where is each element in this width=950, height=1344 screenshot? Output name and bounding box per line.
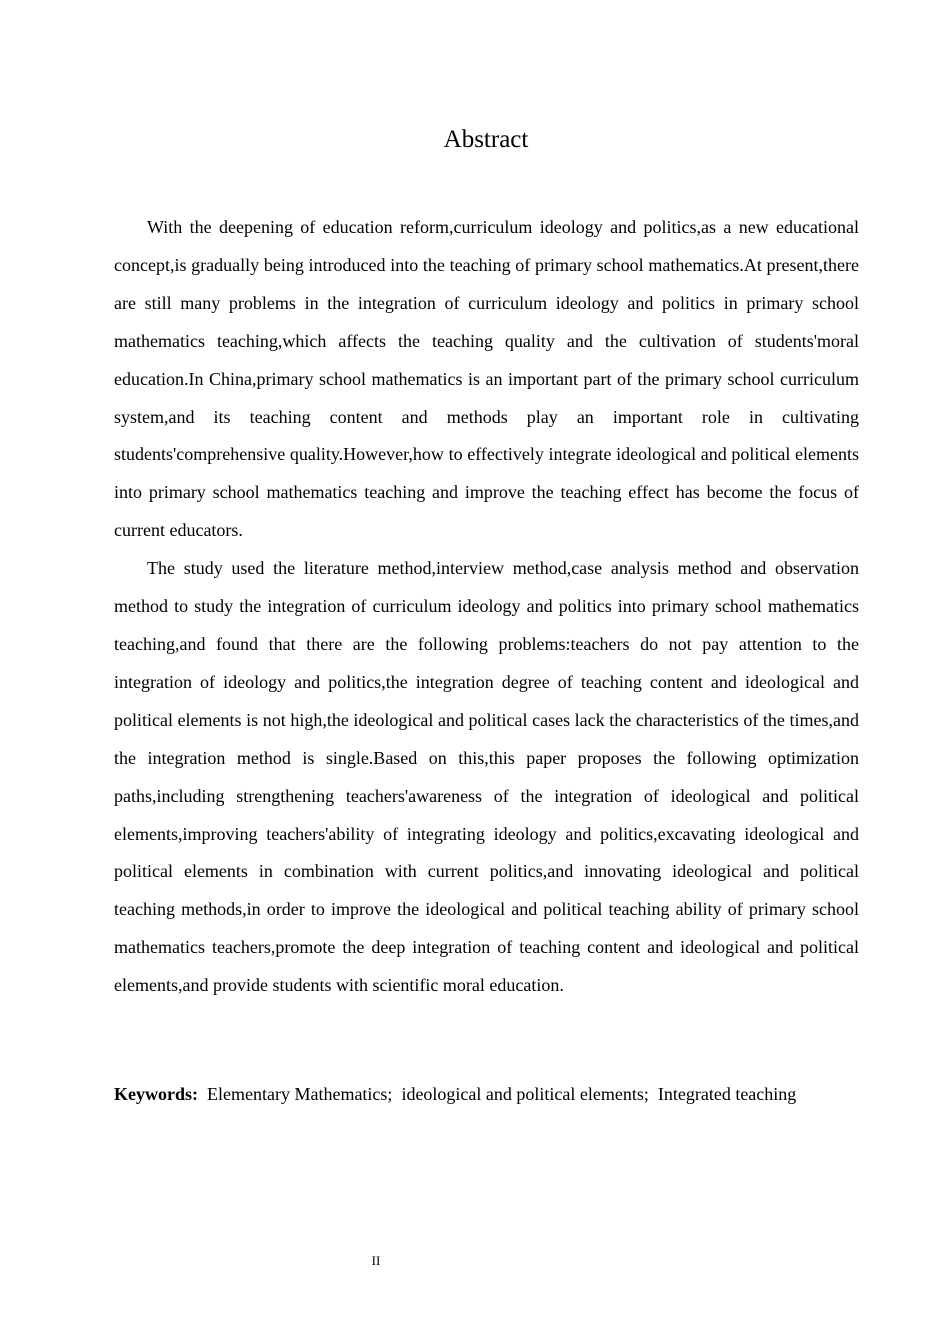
abstract-paragraph-1: With the deepening of education reform,curriculum ideology and politics,as a new educational concept,is gradually being introduced into the teaching of primary school mathematics.At present,there are still many problems in the integration of curriculum ideology and politics in primary school mathematics teaching,which affects the teaching quality and the cultivation of students'moral education.In China,primary school mathematics is an important part of the primary school curriculum system,and its teaching content and methods play an important role in cultivating students'comprehensive quality.However,how to effectively integrate ideological and political elements into primary school mathematics teaching and improve the teaching effect has become the focus of current educators. <box>114 217 859 541</box>
abstract-title: Abstract <box>443 126 529 153</box>
keyword-item: ideological and political elements; <box>401 1084 649 1104</box>
keyword-item: Integrated teaching <box>657 1084 797 1104</box>
abstract-paragraph-2: The study used the literature method,interview method,case analysis method and observation method to study the integration of curriculum ideology and politics into primary school mathematics teaching,and found that there are the following problems:teachers do not pay attention to the integration of ideology and politics,the integration degree of teaching content and ideological and political elements is not high,the ideological and political cases lack the characteristics of the times,and the integration method is single.Based on this,this paper proposes the following optimization paths,including strengthening teachers'awareness of the integration of ideological and political elements,improving teachers'ability of integrating ideology and politics,excavating ideological and political elements in combination with current politics,and innovating ideological and political teaching methods,in order to improve the ideological and political teaching ability of primary school mathematics teachers,promote the deep integration of teaching content and ideological and political elements,and provide students with scientific moral education. <box>114 558 859 996</box>
keyword-item: Elementary Mathematics; <box>207 1084 393 1104</box>
keywords-label: Keywords: <box>114 1084 198 1104</box>
keywords-line <box>114 1076 874 1113</box>
page-number: II <box>371 1253 381 1268</box>
abstract-body <box>114 209 859 1005</box>
